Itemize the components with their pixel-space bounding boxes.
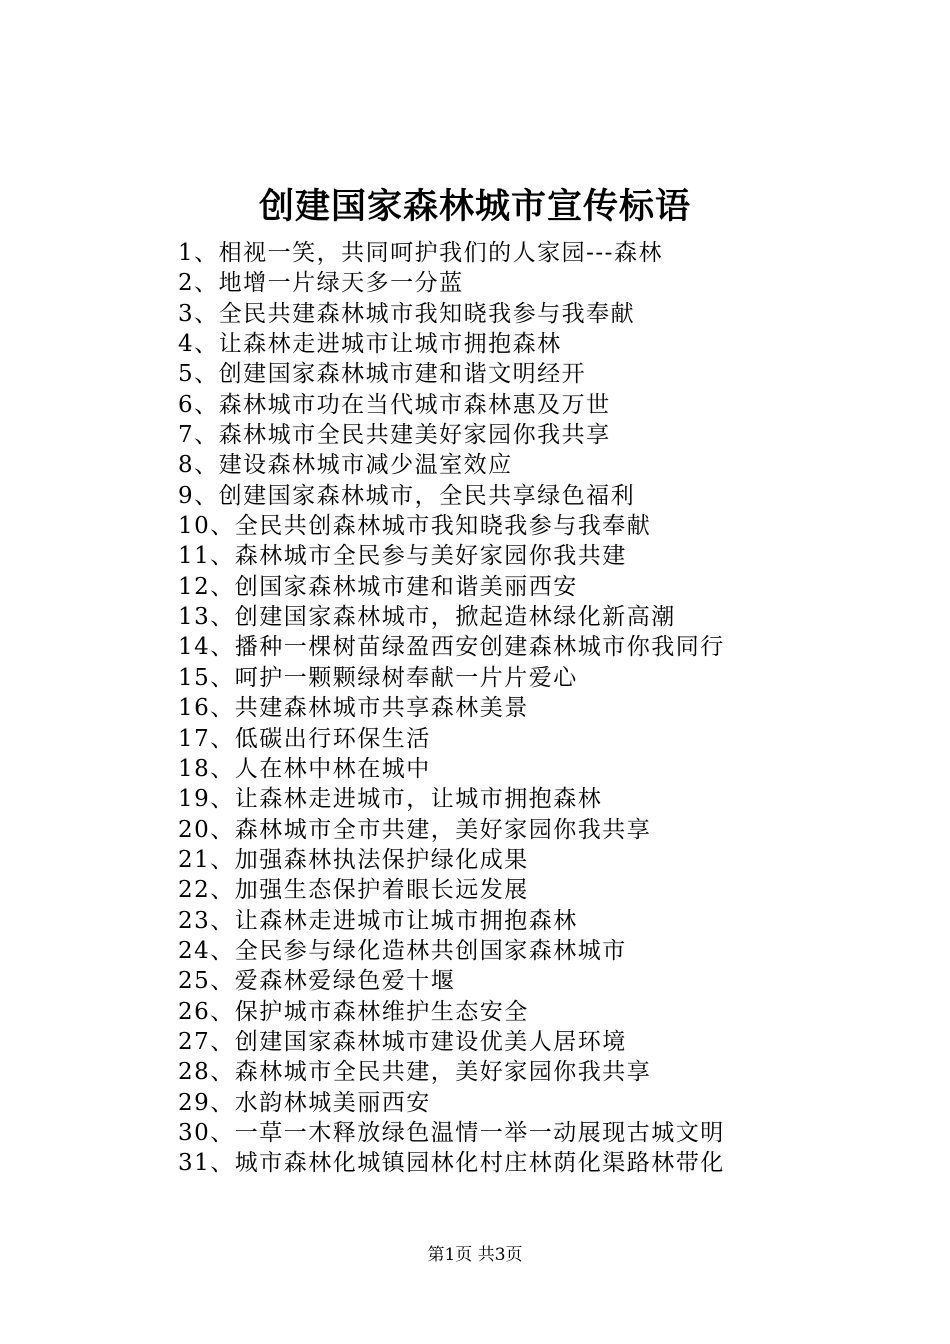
slogan-item: 14、播种一棵树苗绿盈西安创建森林城市你我同行: [178, 634, 725, 661]
page-number-footer: 第1页 共3页: [427, 1245, 523, 1265]
slogan-item: 20、森林城市全市共建，美好家园你我共享: [178, 816, 652, 843]
slogan-item: 1、相视一笑，共同呵护我们的人家园---森林: [178, 240, 663, 266]
slogan-item: 16、共建森林城市共享森林美景: [178, 695, 529, 722]
slogan-item: 13、创建国家森林城市，掀起造林绿化新高潮: [178, 604, 676, 631]
slogan-item: 31、城市森林化城镇园林化村庄林荫化渠路林带化: [178, 1150, 725, 1177]
slogan-item: 17、低碳出行环保生活: [178, 725, 431, 752]
slogan-item: 7、森林城市全民共建美好家园你我共享: [178, 422, 611, 449]
slogan-item: 28、森林城市全民共建，美好家园你我共享: [178, 1059, 652, 1086]
slogan-item: 19、让森林走进城市，让城市拥抱森林: [178, 786, 603, 813]
slogan-item: 29、水韵林城美丽西安: [178, 1089, 431, 1116]
slogan-item: 2、地增一片绿天多一分蓝: [178, 270, 464, 297]
slogan-item: 12、创国家森林城市建和谐美丽西安: [178, 573, 578, 600]
slogan-item: 23、让森林走进城市让城市拥抱森林: [178, 907, 578, 934]
slogan-item: 15、呵护一颗颗绿树奉献一片片爱心: [178, 664, 578, 691]
slogan-item: 8、建设森林城市减少温室效应: [178, 452, 513, 479]
slogan-item: 6、森林城市功在当代城市森林惠及万世: [178, 391, 611, 418]
slogan-item: 18、人在林中林在城中: [178, 755, 431, 782]
slogan-item: 4、让森林走进城市让城市拥抱森林: [178, 331, 562, 358]
slogan-item: 26、保护城市森林维护生态安全: [178, 998, 529, 1025]
slogan-item: 24、全民参与绿化造林共创国家森林城市: [178, 937, 627, 964]
page-title: 创建国家森林城市宣传标语: [258, 187, 691, 227]
slogan-item: 22、加强生态保护着眼长远发展: [178, 877, 529, 904]
slogan-item: 9、创建国家森林城市，全民共享绿色福利: [178, 482, 636, 509]
slogan-list: [178, 238, 878, 1179]
slogan-item: 3、全民共建森林城市我知晓我参与我奉献: [178, 300, 636, 327]
slogan-item: 11、森林城市全民参与美好家园你我共建: [178, 543, 627, 570]
slogan-item: 5、创建国家森林城市建和谐文明经开: [178, 361, 587, 388]
slogan-item: 25、爱森林爱绿色爱十堰: [178, 968, 456, 995]
slogan-item: 27、创建国家森林城市建设优美人居环境: [178, 1028, 627, 1055]
slogan-item: 10、全民共创森林城市我知晓我参与我奉献: [178, 513, 652, 540]
slogan-item: 30、一草一木释放绿色温情一举一动展现古城文明: [178, 1119, 725, 1146]
slogan-item: 21、加强森林执法保护绿化成果: [178, 846, 529, 873]
